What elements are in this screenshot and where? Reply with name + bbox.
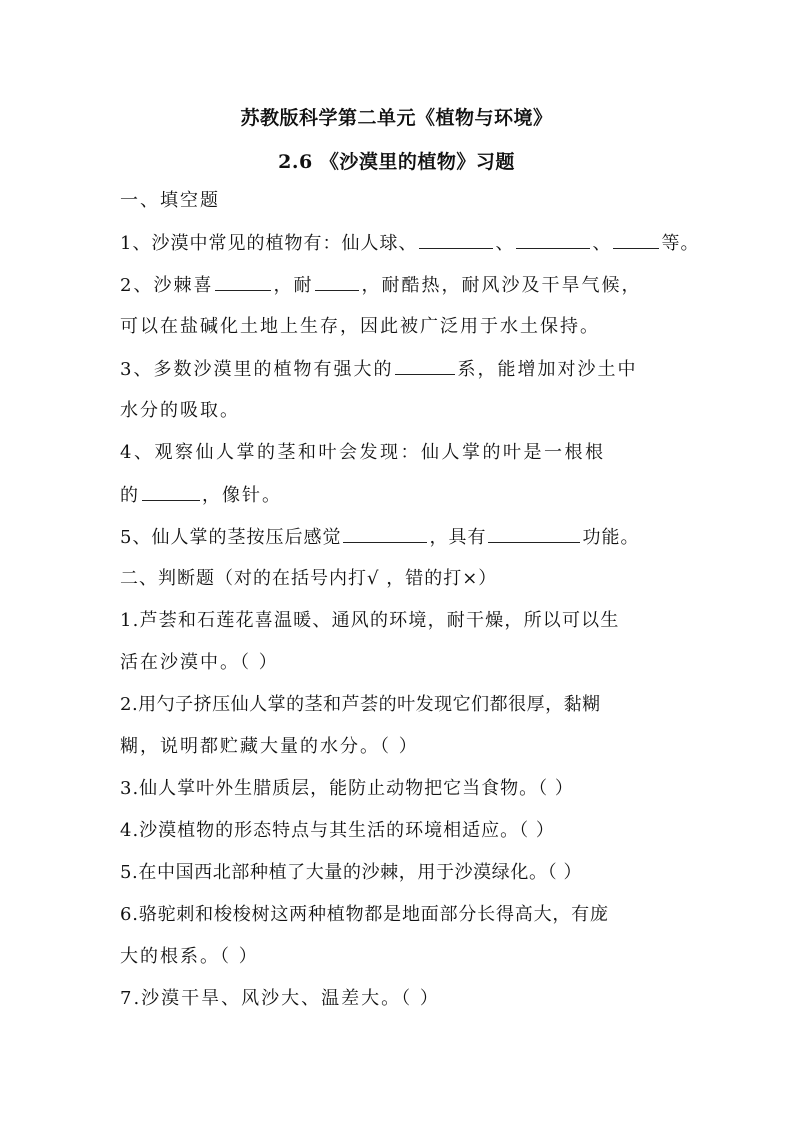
judge-question-1-line-2: 活在沙漠中。（ ） xyxy=(120,652,279,673)
answer-blank[interactable] xyxy=(142,482,200,501)
judge-question-3: 3.仙人掌叶外生腊质层，能防止动物把它当食物。（ ） xyxy=(120,778,574,799)
fill-question-3 xyxy=(120,356,680,383)
fill-q2-text: ，耐酷热，耐风沙及干旱气候， xyxy=(361,275,642,296)
fill-question-4: 4、观察仙人掌的茎和叶会发现：仙人掌的叶是一根根 xyxy=(120,442,606,463)
answer-blank[interactable] xyxy=(343,524,427,543)
judge-question-6: 6.骆驼刺和梭梭树这两种植物都是地面部分长得高大，有庞 xyxy=(120,904,609,925)
worksheet-title: 苏教版科学第二单元《植物与环境》 xyxy=(240,107,553,129)
fill-q5-text: ，具有 xyxy=(429,527,487,548)
fill-q3-text: 系，能增加对沙土中 xyxy=(457,359,638,380)
answer-blank[interactable] xyxy=(395,356,455,375)
judge-question-4: 4.沙漠植物的形态特点与其生活的环境相适应。（ ） xyxy=(120,820,555,841)
fill-question-4-line-2 xyxy=(120,482,680,509)
judge-question-7: 7.沙漠干旱、风沙大、温差大。（ ） xyxy=(120,988,440,1009)
fill-q1-text: 1、沙漠中常见的植物有：仙人球、 xyxy=(120,233,418,254)
fill-question-2 xyxy=(120,272,680,299)
section-fill-blank-heading: 一、填空题 xyxy=(120,190,220,211)
fill-question-1 xyxy=(120,230,700,257)
fill-question-3-line-2: 水分的吸取。 xyxy=(120,400,240,421)
fill-q3-text: 3、多数沙漠里的植物有强大的 xyxy=(120,359,394,380)
judge-question-6-line-2: 大的根系。（ ） xyxy=(120,946,259,967)
section-true-false-heading: 二、判断题（对的在括号内打√ ，错的打×） xyxy=(120,568,498,589)
fill-question-2-line-2: 可以在盐碱化土地上生存，因此被广泛用于水土保持。 xyxy=(120,316,600,337)
fill-q2-text: 2、沙棘喜 xyxy=(120,275,214,296)
fill-q1-end: 等。 xyxy=(661,233,700,254)
answer-blank[interactable] xyxy=(215,272,271,291)
fill-q5-text: 5、仙人掌的茎按压后感觉 xyxy=(120,527,342,548)
fill-q4-text: ，像针。 xyxy=(202,485,282,506)
fill-q5-text: 功能。 xyxy=(582,527,640,548)
fill-question-5 xyxy=(120,524,680,551)
answer-blank[interactable] xyxy=(419,230,493,249)
worksheet-subtitle: 2.6 《沙漠里的植物》习题 xyxy=(278,151,515,173)
judge-question-2-line-2: 糊，说明都贮藏大量的水分。（ ） xyxy=(120,736,419,757)
answer-blank[interactable] xyxy=(516,230,590,249)
fill-q1-separator: 、 xyxy=(592,233,612,254)
fill-q1-separator: 、 xyxy=(495,233,515,254)
answer-blank[interactable] xyxy=(488,524,580,543)
judge-question-5: 5.在中国西北部种植了大量的沙棘，用于沙漠绿化。（ ） xyxy=(120,862,583,883)
judge-question-2: 2.用勺子挤压仙人掌的茎和芦荟的叶发现它们都很厚，黏糊 xyxy=(120,694,601,715)
answer-blank[interactable] xyxy=(315,272,359,291)
judge-question-1: 1.芦荟和石莲花喜温暖、通风的环境，耐干燥，所以可以生 xyxy=(120,610,620,631)
answer-blank[interactable] xyxy=(613,230,659,249)
fill-q2-text: ，耐 xyxy=(273,275,314,296)
fill-q4-text: 的 xyxy=(120,485,140,506)
